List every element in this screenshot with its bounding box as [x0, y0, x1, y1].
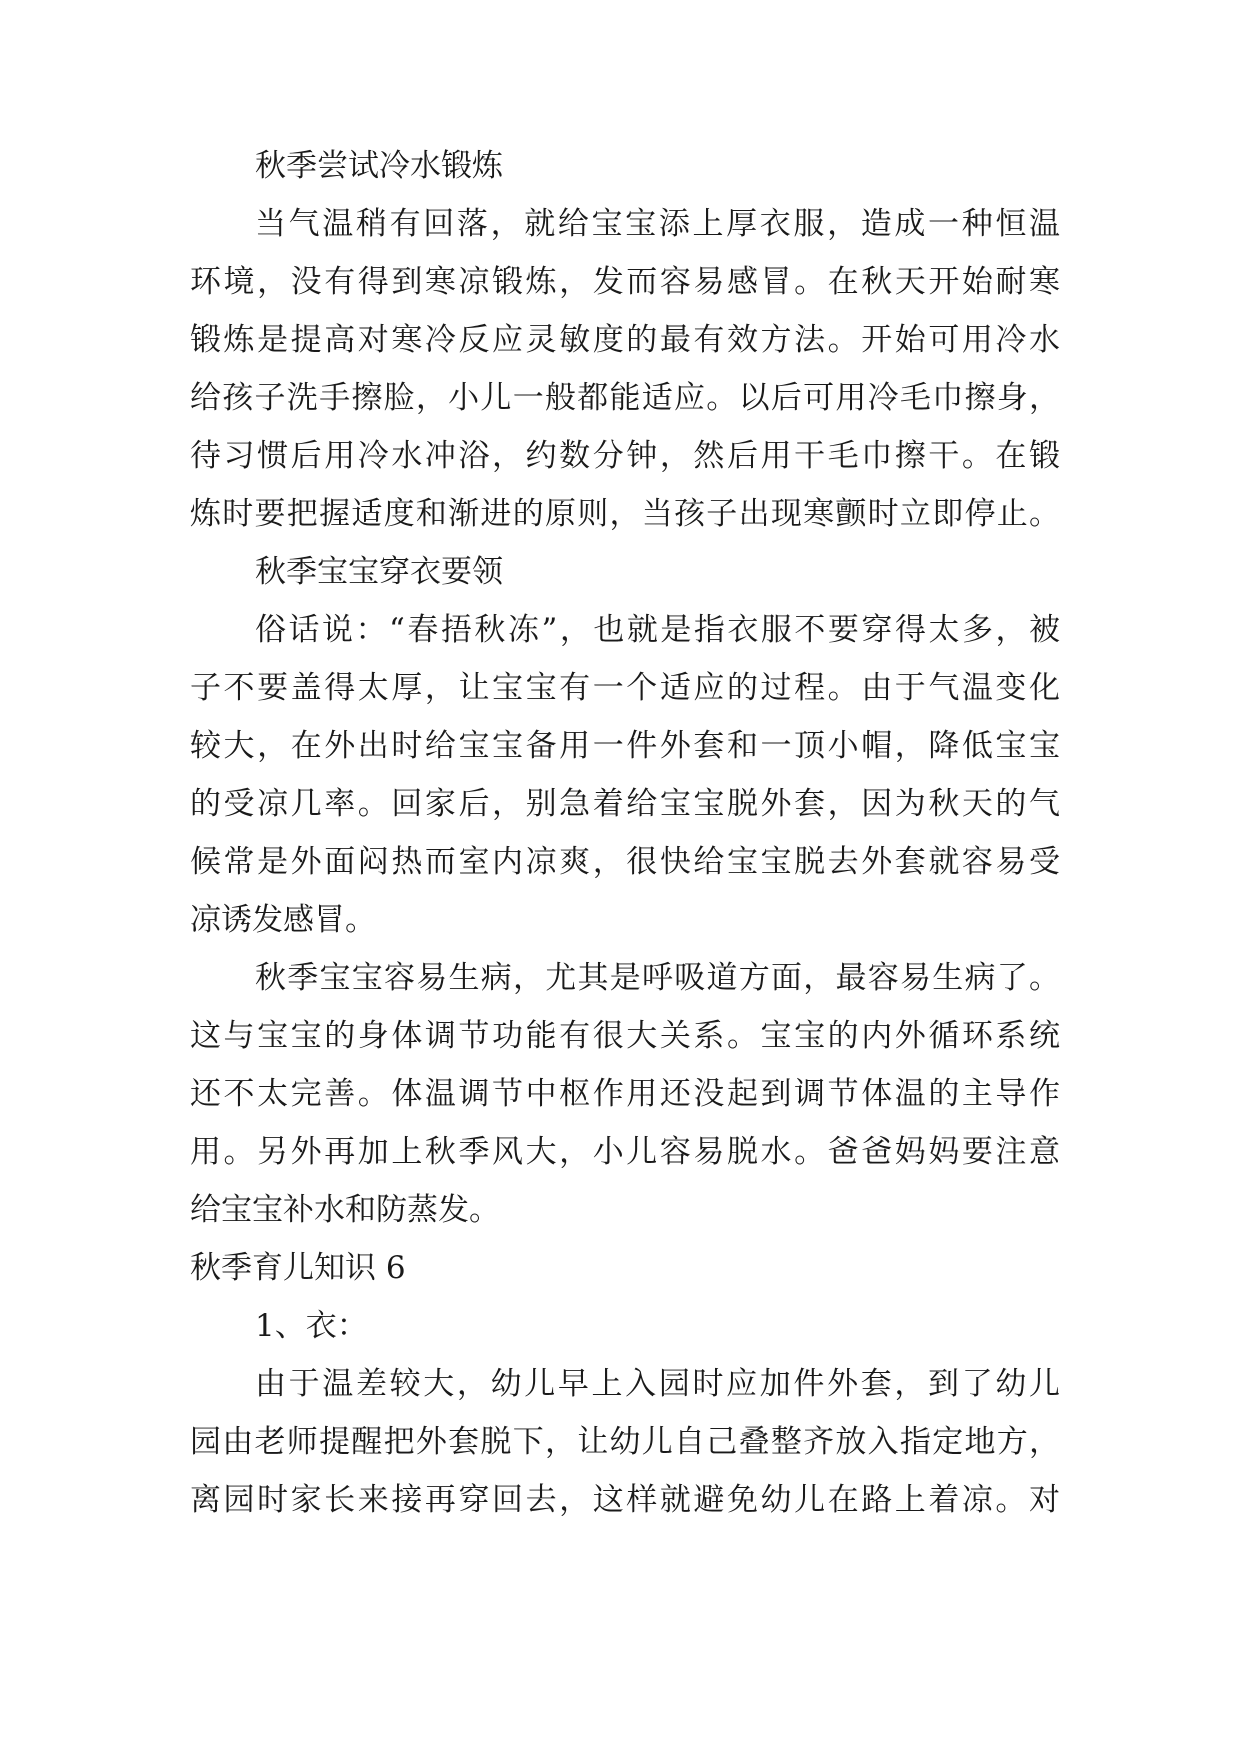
paragraph-line: 俗话说：“春捂秋冻”，也就是指衣服不要穿得太多，被 — [255, 612, 1060, 648]
paragraph-line: 较大，在外出时给宝宝备用一件外套和一顶小帽，降低宝宝 — [190, 728, 1060, 764]
paragraph-line: 这与宝宝的身体调节功能有很大关系。宝宝的内外循环系统 — [190, 1018, 1060, 1054]
paragraph-line: 当气温稍有回落，就给宝宝添上厚衣服，造成一种恒温 — [255, 206, 1060, 242]
section-title: 秋季育儿知识 6 — [190, 1250, 406, 1286]
paragraph-line: 秋季宝宝容易生病，尤其是呼吸道方面，最容易生病了。 — [255, 960, 1060, 996]
paragraph-line: 的受凉几率。回家后，别急着给宝宝脱外套，因为秋天的气 — [190, 786, 1060, 822]
heading-cold-water-training: 秋季尝试冷水锻炼 — [255, 148, 503, 184]
item-heading-clothing: 1、衣： — [255, 1308, 368, 1344]
paragraph-line: 锻炼是提高对寒冷反应灵敏度的最有效方法。开始可用冷水 — [190, 322, 1060, 358]
paragraph-line: 待习惯后用冷水冲浴，约数分钟，然后用干毛巾擦干。在锻 — [190, 438, 1060, 474]
paragraph-line: 离园时家长来接再穿回去，这样就避免幼儿在路上着凉。对 — [190, 1482, 1060, 1518]
heading-dressing-tips: 秋季宝宝穿衣要领 — [255, 554, 503, 590]
paragraph-line: 炼时要把握适度和渐进的原则，当孩子出现寒颤时立即停止。 — [190, 496, 1060, 532]
paragraph-line: 子不要盖得太厚，让宝宝有一个适应的过程。由于气温变化 — [190, 670, 1060, 706]
paragraph-line: 环境，没有得到寒凉锻炼，发而容易感冒。在秋天开始耐寒 — [190, 264, 1060, 300]
paragraph-line: 还不太完善。体温调节中枢作用还没起到调节体温的主导作 — [190, 1076, 1060, 1112]
paragraph-line: 由于温差较大，幼儿早上入园时应加件外套，到了幼儿 — [255, 1366, 1060, 1402]
paragraph-line: 给宝宝补水和防蒸发。 — [190, 1192, 500, 1228]
paragraph-line: 凉诱发感冒。 — [190, 902, 376, 938]
paragraph-line: 园由老师提醒把外套脱下，让幼儿自己叠整齐放入指定地方， — [190, 1424, 1060, 1460]
paragraph-line: 用。另外再加上秋季风大，小儿容易脱水。爸爸妈妈要注意 — [190, 1134, 1060, 1170]
paragraph-line: 候常是外面闷热而室内凉爽，很快给宝宝脱去外套就容易受 — [190, 844, 1060, 880]
paragraph-line: 给孩子洗手擦脸，小儿一般都能适应。以后可用冷毛巾擦身， — [190, 380, 1060, 416]
